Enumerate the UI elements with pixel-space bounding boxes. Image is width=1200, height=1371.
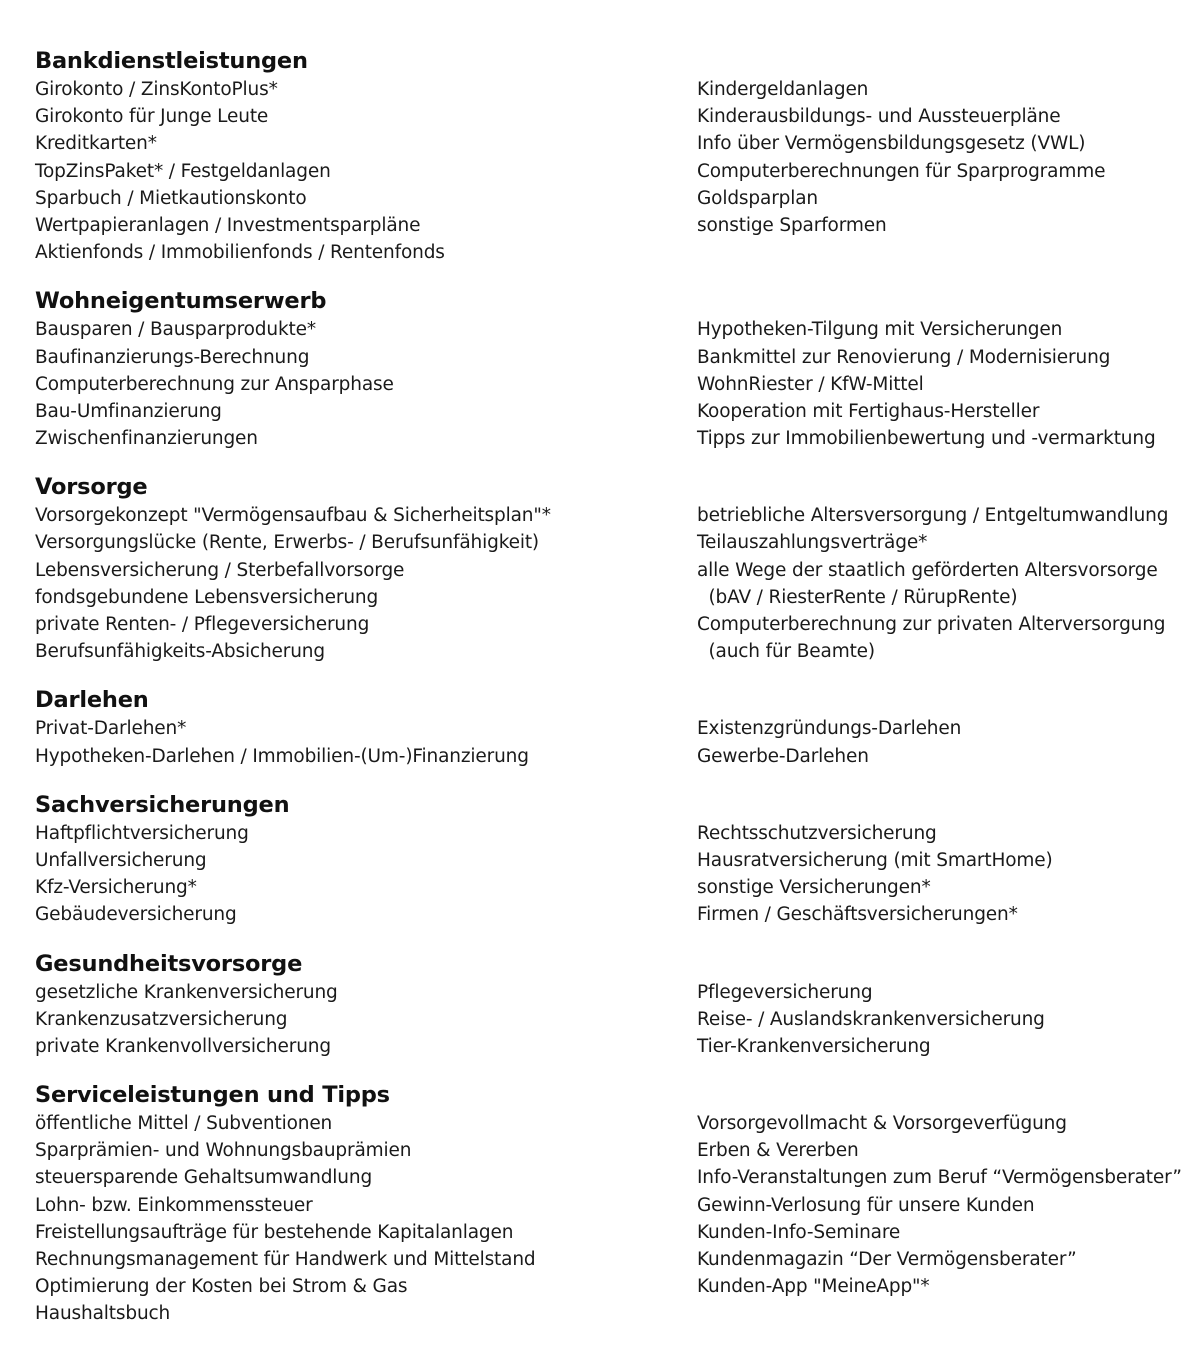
- list-item: Gewerbe-Darlehen: [697, 745, 869, 767]
- list-item: Zwischenfinanzierungen: [35, 428, 258, 450]
- list-item: Privat-Darlehen*: [35, 718, 187, 740]
- list-item: Freistellungsaufträge für bestehende Kapitalanlagen: [35, 1221, 514, 1243]
- list-item: Bausparen / Bausparprodukte*: [35, 319, 316, 341]
- list-item: Sparprämien- und Wohnungsbauprämien: [35, 1140, 412, 1162]
- left-column: [35, 715, 697, 769]
- section-columns: [35, 1110, 1185, 1328]
- service-list: [35, 46, 1185, 1328]
- list-item: (bAV / RiesterRente / RürupRente): [697, 586, 1018, 608]
- list-item: Rechnungsmanagement für Handwerk und Mittelstand: [35, 1249, 536, 1270]
- list-item: Kooperation mit Fertighaus-Hersteller: [697, 400, 1040, 422]
- list-item: Hypotheken-Tilgung mit Versicherungen: [697, 319, 1063, 341]
- section-columns: [35, 979, 1185, 1061]
- list-item: Wertpapieranlagen / Investmentsparpläne: [35, 214, 421, 236]
- list-item: Kinderausbildungs- und Aussteuerpläne: [697, 106, 1061, 128]
- list-item: Pflegeversicherung: [697, 981, 873, 1003]
- section-vorsorge: [35, 472, 1185, 665]
- section-bankdienstleistungen: [35, 46, 1185, 266]
- section-gap: [35, 266, 1185, 286]
- list-item: Computerberechnung zur privaten Alterversorgung: [697, 614, 1166, 635]
- list-item: Aktienfonds / Immobilienfonds / Rentenfonds: [35, 242, 445, 264]
- list-item: (auch für Beamte): [697, 641, 875, 663]
- list-item: sonstige Versicherungen*: [697, 877, 931, 899]
- section-title: Serviceleistungen und Tipps: [35, 1082, 390, 1109]
- list-item: Haushaltsbuch: [35, 1303, 171, 1325]
- section-columns: [35, 316, 1185, 452]
- list-item: Vorsorgevollmacht & Vorsorgeverfügung: [697, 1113, 1067, 1135]
- section-wohneigentumserwerb: [35, 286, 1185, 452]
- list-item: Teilauszahlungsverträge*: [697, 532, 928, 554]
- right-column: [697, 76, 1185, 266]
- section-columns: [35, 76, 1185, 266]
- list-item: Hausratversicherung (mit SmartHome): [697, 849, 1053, 871]
- list-item: Lebensversicherung / Sterbefallvorsorge: [35, 559, 405, 581]
- list-item: Goldsparplan: [697, 187, 819, 209]
- list-item: Firmen / Geschäftsversicherungen*: [697, 904, 1018, 926]
- section-gap: [35, 665, 1185, 685]
- list-item: Kreditkarten*: [35, 133, 157, 155]
- list-item: Gewinn-Verlosung für unsere Kunden: [697, 1194, 1035, 1216]
- list-item: Existenzgründungs-Darlehen: [697, 718, 962, 740]
- list-item: Info über Vermögensbildungsgesetz (VWL): [697, 133, 1086, 155]
- list-item: Kunden-App "MeineApp"*: [697, 1276, 930, 1298]
- list-item: Vorsorgekonzept "Vermögensaufbau & Sicherheitsplan"*: [35, 505, 551, 527]
- left-column: [35, 979, 697, 1061]
- list-item: Kindergeldanlagen: [697, 79, 869, 100]
- list-item: Kunden-Info-Seminare: [697, 1221, 901, 1243]
- list-item: Rechtsschutzversicherung: [697, 822, 937, 844]
- section-gap: [35, 770, 1185, 790]
- list-item: Girokonto für Junge Leute: [35, 106, 269, 128]
- list-item: Kfz-Versicherung*: [35, 877, 197, 899]
- section-columns: [35, 820, 1185, 929]
- list-item: Lohn- bzw. Einkommenssteuer: [35, 1194, 313, 1216]
- list-item: private Krankenvollversicherung: [35, 1035, 331, 1057]
- section-title: Vorsorge: [35, 474, 148, 501]
- list-item: Reise- / Auslandskrankenversicherung: [697, 1008, 1045, 1030]
- list-item: WohnRiester / KfW-Mittel: [697, 373, 924, 395]
- section-gap: [35, 1060, 1185, 1080]
- right-column: [697, 502, 1185, 665]
- list-item: gesetzliche Krankenversicherung: [35, 981, 338, 1003]
- section-title: Darlehen: [35, 687, 149, 714]
- section-title: Sachversicherungen: [35, 791, 290, 818]
- list-item: Kundenmagazin “Der Vermögensberater”: [697, 1249, 1077, 1270]
- list-item: öffentliche Mittel / Subventionen: [35, 1113, 333, 1135]
- list-item: betriebliche Altersversorgung / Entgeltumwandlung: [697, 505, 1169, 527]
- list-item: sonstige Sparformen: [697, 214, 887, 236]
- section-title: Wohneigentumserwerb: [35, 288, 327, 315]
- section-gap: [35, 452, 1185, 472]
- list-item: Bankmittel zur Renovierung / Modernisierung: [697, 346, 1111, 368]
- list-item: Erben & Vererben: [697, 1140, 859, 1162]
- right-column: [697, 979, 1185, 1061]
- list-item: Krankenzusatzversicherung: [35, 1008, 288, 1030]
- left-column: [35, 1110, 697, 1328]
- list-item: alle Wege der staatlich geförderten Altersvorsorge: [697, 559, 1158, 581]
- list-item: fondsgebundene Lebensversicherung: [35, 586, 379, 608]
- right-column: [697, 1110, 1185, 1328]
- section-serviceleistungen-und-tipps: [35, 1080, 1185, 1328]
- section-gesundheitsvorsorge: [35, 949, 1185, 1061]
- section-darlehen: [35, 685, 1185, 769]
- left-column: [35, 76, 697, 266]
- list-item: steuersparende Gehaltsumwandlung: [35, 1167, 373, 1189]
- list-item: Haftpflichtversicherung: [35, 822, 249, 844]
- left-column: [35, 316, 697, 452]
- list-item: Tier-Krankenversicherung: [697, 1035, 931, 1057]
- list-item: Computerberechnung zur Ansparphase: [35, 373, 394, 395]
- list-item: Info-Veranstaltungen zum Beruf “Vermögensberater”: [697, 1167, 1182, 1189]
- section-title: Bankdienstleistungen: [35, 48, 308, 74]
- list-item: Girokonto / ZinsKontoPlus*: [35, 79, 278, 100]
- list-item: Gebäudeversicherung: [35, 904, 237, 926]
- section-columns: [35, 715, 1185, 769]
- list-item: Berufsunfähigkeits-Absicherung: [35, 641, 325, 663]
- list-item: Unfallversicherung: [35, 849, 207, 871]
- list-item: private Renten- / Pflegeversicherung: [35, 614, 370, 635]
- list-item: Hypotheken-Darlehen / Immobilien-(Um-)Finanzierung: [35, 745, 529, 767]
- list-item: Computerberechnungen für Sparprogramme: [697, 160, 1106, 182]
- list-item: Sparbuch / Mietkautionskonto: [35, 187, 307, 209]
- right-column: [697, 715, 1185, 769]
- left-column: [35, 820, 697, 929]
- section-gap: [35, 929, 1185, 949]
- left-column: [35, 502, 697, 665]
- list-item: Tipps zur Immobilienbewertung und -vermarktung: [697, 428, 1156, 450]
- right-column: [697, 316, 1185, 452]
- section-title: Gesundheitsvorsorge: [35, 950, 303, 977]
- list-item: TopZinsPaket* / Festgeldanlagen: [35, 160, 331, 182]
- section-sachversicherungen: [35, 790, 1185, 929]
- list-item: Versorgungslücke (Rente, Erwerbs- / Berufsunfähigkeit): [35, 532, 539, 554]
- list-item: Baufinanzierungs-Berechnung: [35, 346, 310, 368]
- right-column: [697, 820, 1185, 929]
- list-item: Optimierung der Kosten bei Strom & Gas: [35, 1276, 408, 1298]
- section-columns: [35, 502, 1185, 665]
- list-item: Bau-Umfinanzierung: [35, 400, 222, 422]
